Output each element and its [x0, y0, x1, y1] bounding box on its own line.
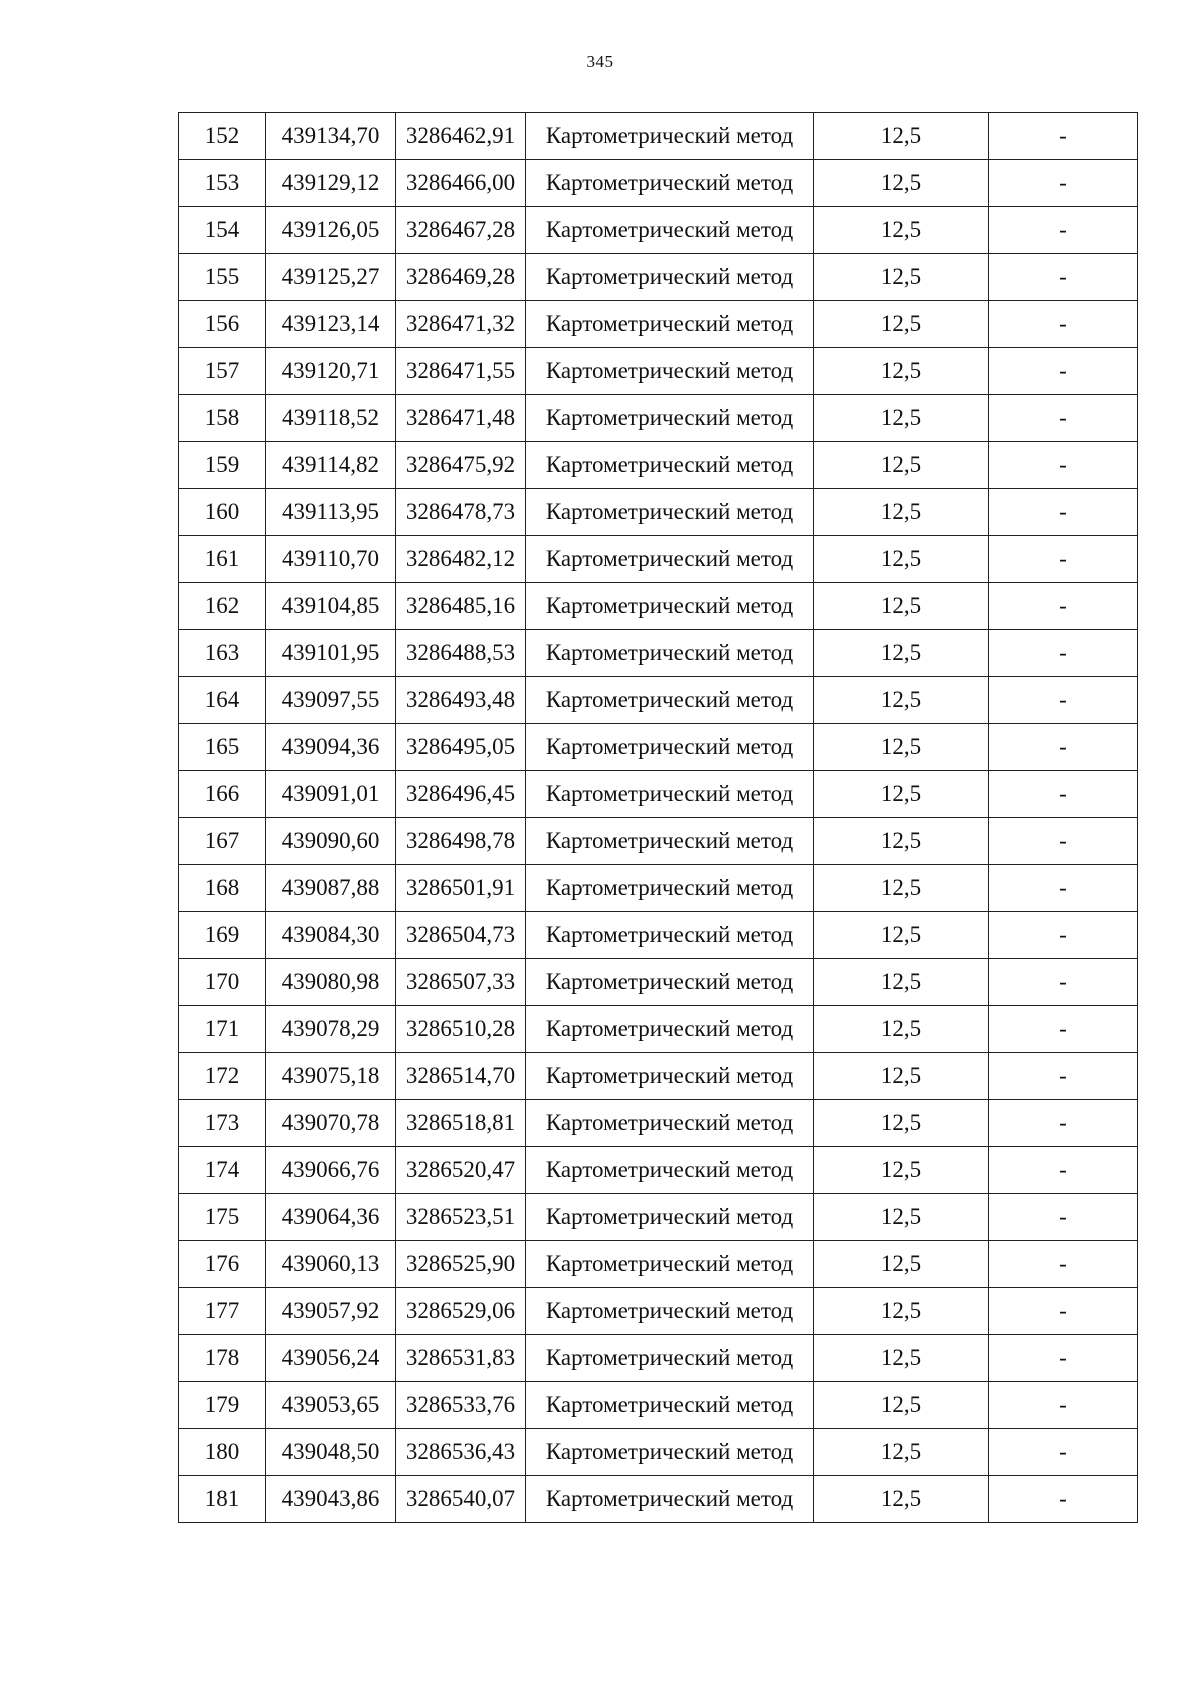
- x-coordinate-cell: 439126,05: [266, 207, 396, 254]
- note-dash: -: [1059, 1486, 1067, 1511]
- accuracy-cell: 12,5: [814, 489, 989, 536]
- accuracy-cell: 12,5: [814, 254, 989, 301]
- x-coordinate-cell: 439066,76: [266, 1147, 396, 1194]
- point-number-cell: 179: [179, 1382, 266, 1429]
- accuracy-cell: 12,5: [814, 1053, 989, 1100]
- accuracy-cell: 12,5: [814, 160, 989, 207]
- table-row: [179, 1288, 1138, 1335]
- x-coordinate-cell: 439070,78: [266, 1100, 396, 1147]
- point-number-cell: 159: [179, 442, 266, 489]
- x-coordinate-cell: 439118,52: [266, 395, 396, 442]
- note-cell: [989, 536, 1138, 583]
- note-cell: [989, 301, 1138, 348]
- x-coordinate-cell: 439056,24: [266, 1335, 396, 1382]
- table-row: [179, 536, 1138, 583]
- note-dash: -: [1059, 687, 1067, 712]
- table-row: [179, 724, 1138, 771]
- table-row: [179, 818, 1138, 865]
- x-coordinate-cell: 439110,70: [266, 536, 396, 583]
- method-cell: Картометрический метод: [526, 1288, 814, 1335]
- y-coordinate-cell: 3286498,78: [396, 818, 526, 865]
- accuracy-cell: 12,5: [814, 630, 989, 677]
- note-dash: -: [1059, 1063, 1067, 1088]
- note-dash: -: [1059, 217, 1067, 242]
- table-row: [179, 959, 1138, 1006]
- note-cell: [989, 1429, 1138, 1476]
- point-number-cell: 154: [179, 207, 266, 254]
- accuracy-cell: 12,5: [814, 1194, 989, 1241]
- note-dash: -: [1059, 1251, 1067, 1276]
- note-dash: -: [1059, 875, 1067, 900]
- note-cell: [989, 1241, 1138, 1288]
- method-cell: Картометрический метод: [526, 536, 814, 583]
- note-dash: -: [1059, 1204, 1067, 1229]
- y-coordinate-cell: 3286485,16: [396, 583, 526, 630]
- y-coordinate-cell: 3286504,73: [396, 912, 526, 959]
- accuracy-cell: 12,5: [814, 1006, 989, 1053]
- y-coordinate-cell: 3286510,28: [396, 1006, 526, 1053]
- note-cell: [989, 1100, 1138, 1147]
- point-number-cell: 174: [179, 1147, 266, 1194]
- note-dash: -: [1059, 1016, 1067, 1041]
- note-dash: -: [1059, 499, 1067, 524]
- x-coordinate-cell: 439125,27: [266, 254, 396, 301]
- note-cell: [989, 912, 1138, 959]
- note-cell: [989, 207, 1138, 254]
- accuracy-cell: 12,5: [814, 442, 989, 489]
- method-cell: Картометрический метод: [526, 1100, 814, 1147]
- note-dash: -: [1059, 123, 1067, 148]
- method-cell: Картометрический метод: [526, 207, 814, 254]
- accuracy-cell: 12,5: [814, 1100, 989, 1147]
- method-cell: Картометрический метод: [526, 348, 814, 395]
- point-number-cell: 172: [179, 1053, 266, 1100]
- accuracy-cell: 12,5: [814, 771, 989, 818]
- x-coordinate-cell: 439097,55: [266, 677, 396, 724]
- accuracy-cell: 12,5: [814, 818, 989, 865]
- note-cell: [989, 1476, 1138, 1523]
- point-number-cell: 163: [179, 630, 266, 677]
- x-coordinate-cell: 439060,13: [266, 1241, 396, 1288]
- x-coordinate-cell: 439064,36: [266, 1194, 396, 1241]
- method-cell: Картометрический метод: [526, 912, 814, 959]
- point-number-cell: 161: [179, 536, 266, 583]
- accuracy-cell: 12,5: [814, 1288, 989, 1335]
- x-coordinate-cell: 439087,88: [266, 865, 396, 912]
- coordinates-table-body: [179, 113, 1138, 1523]
- x-coordinate-cell: 439053,65: [266, 1382, 396, 1429]
- y-coordinate-cell: 3286523,51: [396, 1194, 526, 1241]
- y-coordinate-cell: 3286493,48: [396, 677, 526, 724]
- point-number-cell: 167: [179, 818, 266, 865]
- note-dash: -: [1059, 922, 1067, 947]
- method-cell: Картометрический метод: [526, 1476, 814, 1523]
- note-dash: -: [1059, 640, 1067, 665]
- point-number-cell: 152: [179, 113, 266, 160]
- note-dash: -: [1059, 781, 1067, 806]
- method-cell: Картометрический метод: [526, 395, 814, 442]
- note-cell: [989, 489, 1138, 536]
- note-dash: -: [1059, 264, 1067, 289]
- note-cell: [989, 442, 1138, 489]
- point-number-cell: 165: [179, 724, 266, 771]
- table-row: [179, 1476, 1138, 1523]
- method-cell: Картометрический метод: [526, 1053, 814, 1100]
- table-row: [179, 1382, 1138, 1429]
- table-row: [179, 113, 1138, 160]
- method-cell: Картометрический метод: [526, 113, 814, 160]
- method-cell: Картометрический метод: [526, 583, 814, 630]
- x-coordinate-cell: 439075,18: [266, 1053, 396, 1100]
- point-number-cell: 156: [179, 301, 266, 348]
- note-cell: [989, 1335, 1138, 1382]
- x-coordinate-cell: 439120,71: [266, 348, 396, 395]
- x-coordinate-cell: 439080,98: [266, 959, 396, 1006]
- point-number-cell: 175: [179, 1194, 266, 1241]
- y-coordinate-cell: 3286467,28: [396, 207, 526, 254]
- point-number-cell: 173: [179, 1100, 266, 1147]
- table-row: [179, 395, 1138, 442]
- accuracy-cell: 12,5: [814, 207, 989, 254]
- y-coordinate-cell: 3286482,12: [396, 536, 526, 583]
- note-cell: [989, 113, 1138, 160]
- method-cell: Картометрический метод: [526, 254, 814, 301]
- note-cell: [989, 1382, 1138, 1429]
- table-row: [179, 1147, 1138, 1194]
- note-dash: -: [1059, 1298, 1067, 1323]
- note-dash: -: [1059, 358, 1067, 383]
- accuracy-cell: 12,5: [814, 1147, 989, 1194]
- point-number-cell: 158: [179, 395, 266, 442]
- table-row: [179, 583, 1138, 630]
- method-cell: Картометрический метод: [526, 301, 814, 348]
- table-row: [179, 1053, 1138, 1100]
- method-cell: Картометрический метод: [526, 1194, 814, 1241]
- table-row: [179, 771, 1138, 818]
- note-cell: [989, 959, 1138, 1006]
- note-cell: [989, 1053, 1138, 1100]
- x-coordinate-cell: 439114,82: [266, 442, 396, 489]
- note-dash: -: [1059, 170, 1067, 195]
- note-dash: -: [1059, 546, 1067, 571]
- accuracy-cell: 12,5: [814, 1382, 989, 1429]
- note-dash: -: [1059, 311, 1067, 336]
- table-row: [179, 301, 1138, 348]
- table-row: [179, 160, 1138, 207]
- y-coordinate-cell: 3286469,28: [396, 254, 526, 301]
- note-cell: [989, 254, 1138, 301]
- method-cell: Картометрический метод: [526, 630, 814, 677]
- method-cell: Картометрический метод: [526, 1429, 814, 1476]
- point-number-cell: 169: [179, 912, 266, 959]
- note-cell: [989, 771, 1138, 818]
- table-row: [179, 677, 1138, 724]
- y-coordinate-cell: 3286514,70: [396, 1053, 526, 1100]
- x-coordinate-cell: 439094,36: [266, 724, 396, 771]
- note-cell: [989, 1147, 1138, 1194]
- note-dash: -: [1059, 969, 1067, 994]
- x-coordinate-cell: 439084,30: [266, 912, 396, 959]
- point-number-cell: 162: [179, 583, 266, 630]
- note-cell: [989, 1194, 1138, 1241]
- note-cell: [989, 724, 1138, 771]
- y-coordinate-cell: 3286520,47: [396, 1147, 526, 1194]
- note-dash: -: [1059, 828, 1067, 853]
- accuracy-cell: 12,5: [814, 395, 989, 442]
- y-coordinate-cell: 3286529,06: [396, 1288, 526, 1335]
- method-cell: Картометрический метод: [526, 818, 814, 865]
- note-dash: -: [1059, 1110, 1067, 1135]
- note-cell: [989, 395, 1138, 442]
- y-coordinate-cell: 3286495,05: [396, 724, 526, 771]
- method-cell: Картометрический метод: [526, 442, 814, 489]
- y-coordinate-cell: 3286501,91: [396, 865, 526, 912]
- accuracy-cell: 12,5: [814, 865, 989, 912]
- note-cell: [989, 583, 1138, 630]
- method-cell: Картометрический метод: [526, 959, 814, 1006]
- note-dash: -: [1059, 1439, 1067, 1464]
- table-row: [179, 1429, 1138, 1476]
- x-coordinate-cell: 439123,14: [266, 301, 396, 348]
- method-cell: Картометрический метод: [526, 1382, 814, 1429]
- table-row: [179, 1100, 1138, 1147]
- y-coordinate-cell: 3286525,90: [396, 1241, 526, 1288]
- note-dash: -: [1059, 405, 1067, 430]
- x-coordinate-cell: 439113,95: [266, 489, 396, 536]
- page-number: 345: [586, 52, 614, 71]
- table-row: [179, 1194, 1138, 1241]
- y-coordinate-cell: 3286462,91: [396, 113, 526, 160]
- accuracy-cell: 12,5: [814, 536, 989, 583]
- point-number-cell: 177: [179, 1288, 266, 1335]
- note-dash: -: [1059, 734, 1067, 759]
- x-coordinate-cell: 439043,86: [266, 1476, 396, 1523]
- note-dash: -: [1059, 1345, 1067, 1370]
- note-cell: [989, 160, 1138, 207]
- accuracy-cell: 12,5: [814, 1335, 989, 1382]
- method-cell: Картометрический метод: [526, 724, 814, 771]
- method-cell: Картометрический метод: [526, 1006, 814, 1053]
- table-row: [179, 348, 1138, 395]
- method-cell: Картометрический метод: [526, 677, 814, 724]
- accuracy-cell: 12,5: [814, 959, 989, 1006]
- point-number-cell: 171: [179, 1006, 266, 1053]
- y-coordinate-cell: 3286466,00: [396, 160, 526, 207]
- x-coordinate-cell: 439134,70: [266, 113, 396, 160]
- y-coordinate-cell: 3286496,45: [396, 771, 526, 818]
- x-coordinate-cell: 439078,29: [266, 1006, 396, 1053]
- table-row: [179, 442, 1138, 489]
- point-number-cell: 176: [179, 1241, 266, 1288]
- y-coordinate-cell: 3286478,73: [396, 489, 526, 536]
- table-row: [179, 1335, 1138, 1382]
- note-cell: [989, 865, 1138, 912]
- note-cell: [989, 630, 1138, 677]
- y-coordinate-cell: 3286488,53: [396, 630, 526, 677]
- y-coordinate-cell: 3286471,55: [396, 348, 526, 395]
- accuracy-cell: 12,5: [814, 1429, 989, 1476]
- point-number-cell: 164: [179, 677, 266, 724]
- y-coordinate-cell: 3286471,32: [396, 301, 526, 348]
- x-coordinate-cell: 439104,85: [266, 583, 396, 630]
- point-number-cell: 160: [179, 489, 266, 536]
- y-coordinate-cell: 3286536,43: [396, 1429, 526, 1476]
- method-cell: Картометрический метод: [526, 1335, 814, 1382]
- y-coordinate-cell: 3286518,81: [396, 1100, 526, 1147]
- point-number-cell: 170: [179, 959, 266, 1006]
- note-cell: [989, 677, 1138, 724]
- table-row: [179, 489, 1138, 536]
- note-dash: -: [1059, 593, 1067, 618]
- accuracy-cell: 12,5: [814, 1241, 989, 1288]
- point-number-cell: 155: [179, 254, 266, 301]
- note-dash: -: [1059, 1157, 1067, 1182]
- table-row: [179, 630, 1138, 677]
- table-row: [179, 207, 1138, 254]
- x-coordinate-cell: 439129,12: [266, 160, 396, 207]
- note-dash: -: [1059, 452, 1067, 477]
- accuracy-cell: 12,5: [814, 113, 989, 160]
- y-coordinate-cell: 3286540,07: [396, 1476, 526, 1523]
- method-cell: Картометрический метод: [526, 1241, 814, 1288]
- y-coordinate-cell: 3286471,48: [396, 395, 526, 442]
- note-cell: [989, 1006, 1138, 1053]
- accuracy-cell: 12,5: [814, 348, 989, 395]
- table-row: [179, 865, 1138, 912]
- x-coordinate-cell: 439091,01: [266, 771, 396, 818]
- point-number-cell: 166: [179, 771, 266, 818]
- accuracy-cell: 12,5: [814, 724, 989, 771]
- note-cell: [989, 348, 1138, 395]
- accuracy-cell: 12,5: [814, 912, 989, 959]
- table-row: [179, 1241, 1138, 1288]
- point-number-cell: 181: [179, 1476, 266, 1523]
- x-coordinate-cell: 439101,95: [266, 630, 396, 677]
- method-cell: Картометрический метод: [526, 489, 814, 536]
- accuracy-cell: 12,5: [814, 1476, 989, 1523]
- method-cell: Картометрический метод: [526, 1147, 814, 1194]
- method-cell: Картометрический метод: [526, 160, 814, 207]
- method-cell: Картометрический метод: [526, 865, 814, 912]
- method-cell: Картометрический метод: [526, 771, 814, 818]
- note-cell: [989, 1288, 1138, 1335]
- table-row: [179, 912, 1138, 959]
- point-number-cell: 153: [179, 160, 266, 207]
- y-coordinate-cell: 3286507,33: [396, 959, 526, 1006]
- y-coordinate-cell: 3286475,92: [396, 442, 526, 489]
- point-number-cell: 157: [179, 348, 266, 395]
- point-number-cell: 178: [179, 1335, 266, 1382]
- coordinates-table: [178, 112, 1138, 1523]
- x-coordinate-cell: 439090,60: [266, 818, 396, 865]
- point-number-cell: 168: [179, 865, 266, 912]
- table-row: [179, 1006, 1138, 1053]
- x-coordinate-cell: 439057,92: [266, 1288, 396, 1335]
- x-coordinate-cell: 439048,50: [266, 1429, 396, 1476]
- accuracy-cell: 12,5: [814, 677, 989, 724]
- y-coordinate-cell: 3286531,83: [396, 1335, 526, 1382]
- y-coordinate-cell: 3286533,76: [396, 1382, 526, 1429]
- note-cell: [989, 818, 1138, 865]
- point-number-cell: 180: [179, 1429, 266, 1476]
- table-row: [179, 254, 1138, 301]
- note-dash: -: [1059, 1392, 1067, 1417]
- accuracy-cell: 12,5: [814, 301, 989, 348]
- accuracy-cell: 12,5: [814, 583, 989, 630]
